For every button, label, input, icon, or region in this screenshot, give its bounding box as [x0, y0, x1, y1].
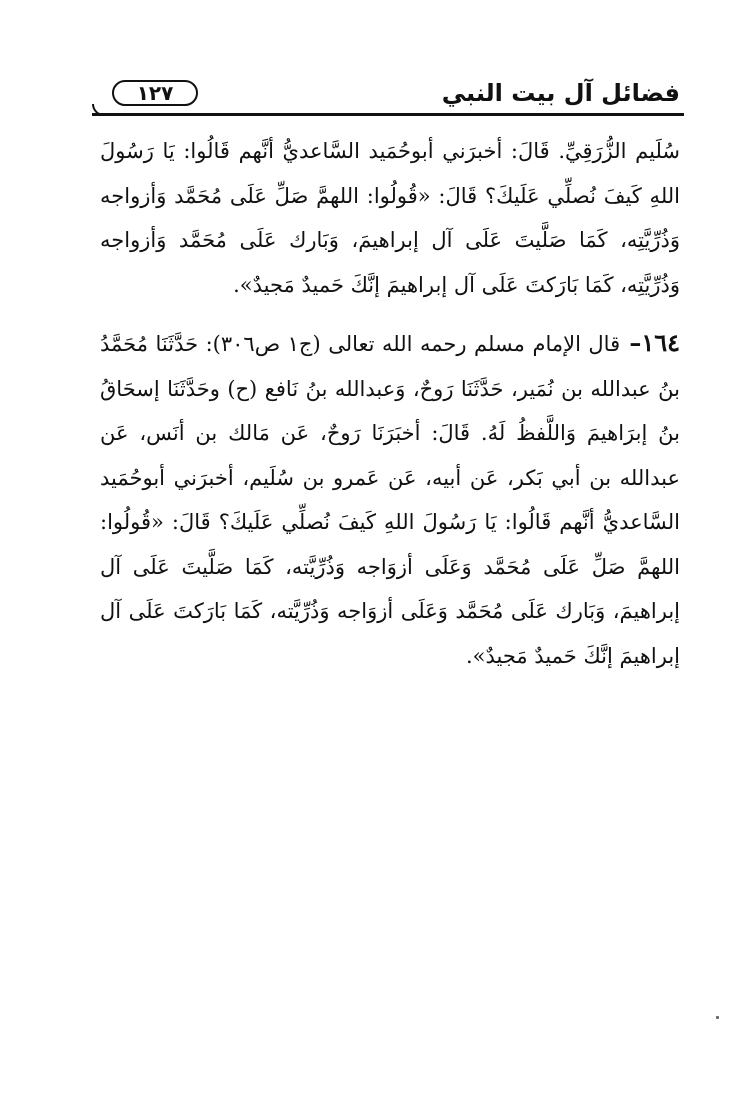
- paragraph-text: قال الإمام مسلم رحمه الله تعالى (ج١ ص٣٠٦): حَدَّثَنَا مُحَمَّدُ بنُ عبدالله بن نُمَير، حَدَّثَنَا رَوحٌ، وَعبدالله بنُ نَافع (ح) وحَدَّثَنَا إسحَاقُ بنُ إبرَاهيمَ وَاللَّفظُ لَهُ. قَالَ: أخبَرَنَا رَوحٌ، عَن مَالك بن أنَس، عَن عبدالله بن أبي بَكر، عَن أبيه، عَن عَمرو بن سُلَيم، أخبرَني أبوحُمَيد السَّاعديُّ أنَّهم قَالُوا: يَا رَسُولَ اللهِ كَيفَ نُصلِّي عَلَيكَ؟ قَالَ: «قُولُوا: اللهمَّ صَلِّ عَلَى مُحَمَّد وَعَلَى أزوَاجه وَذُرِّيَّته، كَمَا صَلَّيتَ عَلَى آل إبراهيمَ، وَبَارك عَلَى مُحَمَّد وَعَلَى أزوَاجه وَذُرِّيَّته، كَمَا بَارَكتَ عَلَى آل إبراهيمَ إنَّكَ حَميدٌ مَجيدٌ».: [100, 332, 681, 668]
- book-title: فضائل آل بيت النبي: [441, 79, 680, 107]
- paragraph-text: سُلَيم الزُّرَقِيِّ. قَالَ: أخبرَني أبوحُمَيد السَّاعديُّ أنَّهم قَالُوا: يَا رَسُولَ اللهِ كَيفَ نُصلِّي عَلَيكَ؟ قَالَ: «قُولُوا: اللهمَّ صَلِّ عَلَى مُحَمَّد وَأزواجه وَذُرِّيَّتِه، كَمَا صَلَّيتَ عَلَى آل إبراهيمَ، وَبَارك عَلَى مُحَمَّد وَأزواجه وَذُرِّيَّتِه، كَمَا بَارَكتَ عَلَى آل إبراهيمَ إنَّكَ حَميدٌ مَجيدٌ».: [100, 139, 680, 297]
- paragraph-continuation: [100, 128, 680, 307]
- running-header: [92, 76, 684, 116]
- scan-speck: [716, 1016, 719, 1019]
- paragraph-hadith-164: [100, 321, 680, 678]
- hadith-number: ١٦٤–: [620, 328, 681, 357]
- page-number: ١٢٧: [112, 80, 198, 106]
- header-rule: [92, 113, 684, 116]
- page-body: [100, 128, 680, 678]
